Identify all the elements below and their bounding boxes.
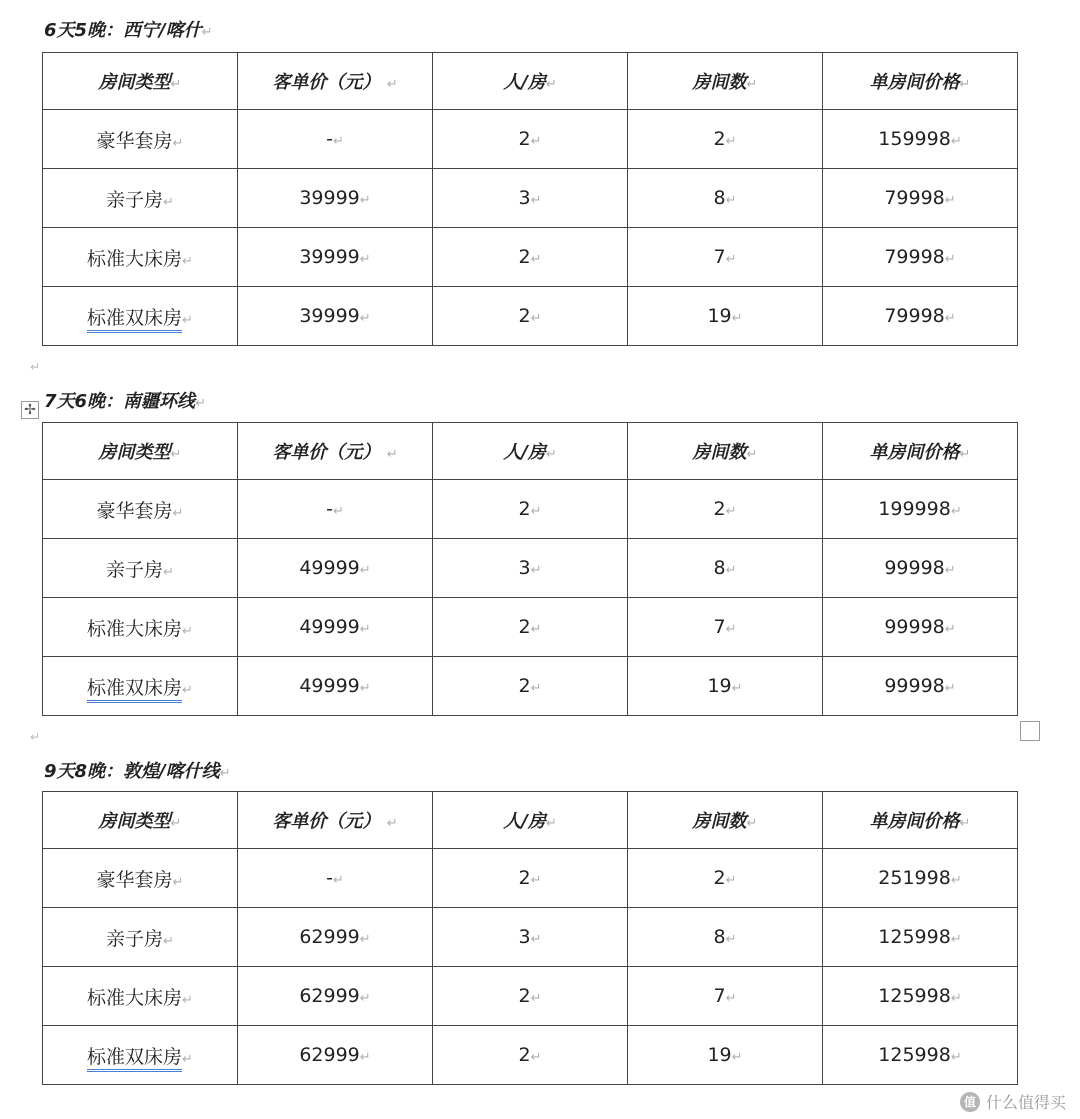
cell-room-price: 125998↵ [823, 908, 1018, 967]
cell-price: 39999↵ [238, 169, 433, 228]
cell-rooms: 8↵ [628, 169, 823, 228]
cell-room-price: 125998↵ [823, 967, 1018, 1026]
section-1-title: 6天5晚：西宁/喀什↵ [44, 20, 213, 41]
table-row [43, 287, 1018, 346]
cell-room-type: 标准大床房↵ [43, 598, 238, 657]
watermark-logo-icon: 值 [960, 1092, 980, 1112]
cell-room-price: 99998↵ [823, 657, 1018, 716]
cell-room-type: 标准大床房↵ [43, 228, 238, 287]
cell-price: 62999↵ [238, 908, 433, 967]
cell-price: -↵ [238, 480, 433, 539]
watermark [960, 1090, 1066, 1113]
cell-room-price: 79998↵ [823, 228, 1018, 287]
cell-people: 3↵ [433, 908, 628, 967]
table-row [43, 598, 1018, 657]
header-people: 人/房↵ [433, 792, 628, 849]
header-room-price: 单房间价格↵ [823, 53, 1018, 110]
table-row [43, 657, 1018, 716]
cell-people: 2↵ [433, 480, 628, 539]
cell-rooms: 2↵ [628, 849, 823, 908]
cell-room-type: 标准双床房↵ [43, 1026, 238, 1085]
cell-rooms: 19↵ [628, 287, 823, 346]
header-rooms: 房间数↵ [628, 792, 823, 849]
cell-price: 62999↵ [238, 1026, 433, 1085]
cell-room-price: 79998↵ [823, 169, 1018, 228]
watermark-text: 什么值得买 [985, 1093, 1066, 1112]
table-row [43, 169, 1018, 228]
section-3-title: 9天8晚：敦煌/喀什线↵ [44, 761, 231, 782]
table-header-row [43, 792, 1018, 849]
section-2-title: 7天6晚：南疆环线↵ [44, 391, 206, 412]
cell-people: 2↵ [433, 228, 628, 287]
cell-room-type: 亲子房↵ [43, 169, 238, 228]
cell-room-type: 亲子房↵ [43, 539, 238, 598]
cell-people: 2↵ [433, 1026, 628, 1085]
cell-people: 3↵ [433, 169, 628, 228]
cell-rooms: 7↵ [628, 967, 823, 1026]
paragraph-mark: ↵ [30, 730, 41, 744]
cell-room-type: 亲子房↵ [43, 908, 238, 967]
header-rooms: 房间数↵ [628, 423, 823, 480]
room-table-2 [42, 422, 1018, 716]
cell-price: 49999↵ [238, 539, 433, 598]
cell-price: -↵ [238, 849, 433, 908]
cell-rooms: 8↵ [628, 539, 823, 598]
header-room-type: 房间类型↵ [43, 423, 238, 480]
table-row [43, 110, 1018, 169]
cell-price: 39999↵ [238, 287, 433, 346]
cell-rooms: 7↵ [628, 228, 823, 287]
cell-rooms: 2↵ [628, 480, 823, 539]
cell-room-type: 豪华套房↵ [43, 849, 238, 908]
table-header-row [43, 423, 1018, 480]
cell-rooms: 8↵ [628, 908, 823, 967]
table-row [43, 480, 1018, 539]
table-resize-handle[interactable] [1020, 721, 1040, 741]
header-price: 客单价（元） ↵ [238, 53, 433, 110]
cell-rooms: 19↵ [628, 1026, 823, 1085]
cell-people: 2↵ [433, 110, 628, 169]
cell-room-price: 159998↵ [823, 110, 1018, 169]
cell-price: 62999↵ [238, 967, 433, 1026]
cell-price: -↵ [238, 110, 433, 169]
cell-room-price: 99998↵ [823, 598, 1018, 657]
table-row [43, 908, 1018, 967]
cell-room-type: 标准大床房↵ [43, 967, 238, 1026]
table-row [43, 967, 1018, 1026]
table-row [43, 849, 1018, 908]
cell-price: 49999↵ [238, 598, 433, 657]
cell-people: 2↵ [433, 657, 628, 716]
header-room-type: 房间类型↵ [43, 53, 238, 110]
header-room-price: 单房间价格↵ [823, 792, 1018, 849]
header-price: 客单价（元） ↵ [238, 423, 433, 480]
header-price: 客单价（元） ↵ [238, 792, 433, 849]
cell-rooms: 7↵ [628, 598, 823, 657]
table-row [43, 539, 1018, 598]
cell-people: 2↵ [433, 287, 628, 346]
cell-people: 3↵ [433, 539, 628, 598]
cell-room-price: 79998↵ [823, 287, 1018, 346]
cell-people: 2↵ [433, 598, 628, 657]
cell-room-price: 125998↵ [823, 1026, 1018, 1085]
header-people: 人/房↵ [433, 53, 628, 110]
header-people: 人/房↵ [433, 423, 628, 480]
header-room-type: 房间类型↵ [43, 792, 238, 849]
cell-rooms: 19↵ [628, 657, 823, 716]
cell-room-price: 251998↵ [823, 849, 1018, 908]
table-move-handle-icon[interactable]: ✢ [21, 401, 39, 419]
header-room-price: 单房间价格↵ [823, 423, 1018, 480]
room-table-3 [42, 791, 1018, 1085]
paragraph-mark: ↵ [30, 360, 41, 374]
table-header-row [43, 53, 1018, 110]
room-table-1 [42, 52, 1018, 346]
cell-room-price: 199998↵ [823, 480, 1018, 539]
cell-room-type: 豪华套房↵ [43, 480, 238, 539]
cell-room-type: 豪华套房↵ [43, 110, 238, 169]
header-rooms: 房间数↵ [628, 53, 823, 110]
cell-people: 2↵ [433, 967, 628, 1026]
cell-people: 2↵ [433, 849, 628, 908]
table-row [43, 1026, 1018, 1085]
table-row [43, 228, 1018, 287]
cell-price: 39999↵ [238, 228, 433, 287]
cell-room-type: 标准双床房↵ [43, 287, 238, 346]
cell-rooms: 2↵ [628, 110, 823, 169]
cell-room-type: 标准双床房↵ [43, 657, 238, 716]
cell-price: 49999↵ [238, 657, 433, 716]
cell-room-price: 99998↵ [823, 539, 1018, 598]
